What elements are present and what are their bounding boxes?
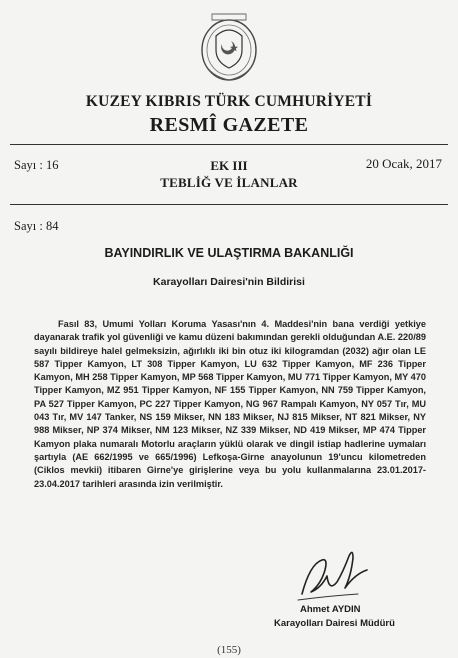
notice-number: Sayı : 84 [14,219,59,233]
notice-body: Fasıl 83, Umumi Yolları Koruma Yasası'nın 4. Maddesi'nin bana verdiği yetkiye dayanarak trafik yol güvenliği ve kamu düzeni bakımından gerekli olduğundan A.E. 220/89 sayılı bildireye halel gelmeksizin, ağırlıklı iki bin otuz iki kilogramdan (2032) ağır olan LE 587 Tipper Kamyon, LT 308 Tipper Kamyon, LU 632 Tipper Kamyon, MF 236 Tipper Kamyon, MH 258 Tipper Kamyon, MP 568 Tipper Kamyon, MU 771 Tipper Kamyon, MY 470 Tipper Kamyon, MZ 951 Tipper Kamyon, NF 155 Tipper Kamyon, NN 759 Tipper Kamyon, PA 527 Tipper Kamyon, PC 227 Tipper Kamyon, NG 967 Rampalı Kamyon, NY 057 Tır, MU 043 Tır, MV 147 Tanker, NS 159 Mikser, NN 183 Mikser, NJ 815 Mikser, NT 821 Mikser, NY 988 Mikser, NP 374 Mikser, NM 123 Mikser, NZ 339 Mikser, ND 419 Mikser, MP 474 Tipper Kamyon plaka numaralı Motorlu araçların yüklü olarak ve dingil istiap hadlerine uymaları şartıyla (AE 662/1995 ve 665/1996) Lefkoşa-Girne anayolunun 19'uncu kilometreden (Ciklos mevkii) itibaren Girne'ye girişlerine veya bu yolu kullanmalarına 23.01.2017-23.04.2017 tarihleri arasında izin verilmiştir. [34,319,426,489]
gazette-title: RESMÎ GAZETE [149,114,309,136]
signatory-name: Ahmet AYDIN [300,604,361,615]
signatory-title: Karayolları Dairesi Müdürü [274,618,395,629]
issue-date: 20 Ocak, 2017 [365,156,442,171]
handwritten-signature [296,548,386,610]
republic-name: KUZEY KIBRIS TÜRK CUMHURİYETİ [85,93,373,110]
page-number: (155) [217,644,241,656]
state-emblem-icon [194,6,264,86]
issue-number: Sayı : 16 [14,158,59,172]
ministry-name: BAYINDIRLIK VE ULAŞTIRMA BAKANLIĞI [104,246,354,260]
section-divider [10,204,448,205]
annex-label: EK III [210,158,248,173]
header-divider [10,144,448,145]
section-title: TEBLİĞ VE İLANLAR [160,175,298,190]
notice-title: Karayolları Dairesi'nin Bildirisi [153,276,305,288]
